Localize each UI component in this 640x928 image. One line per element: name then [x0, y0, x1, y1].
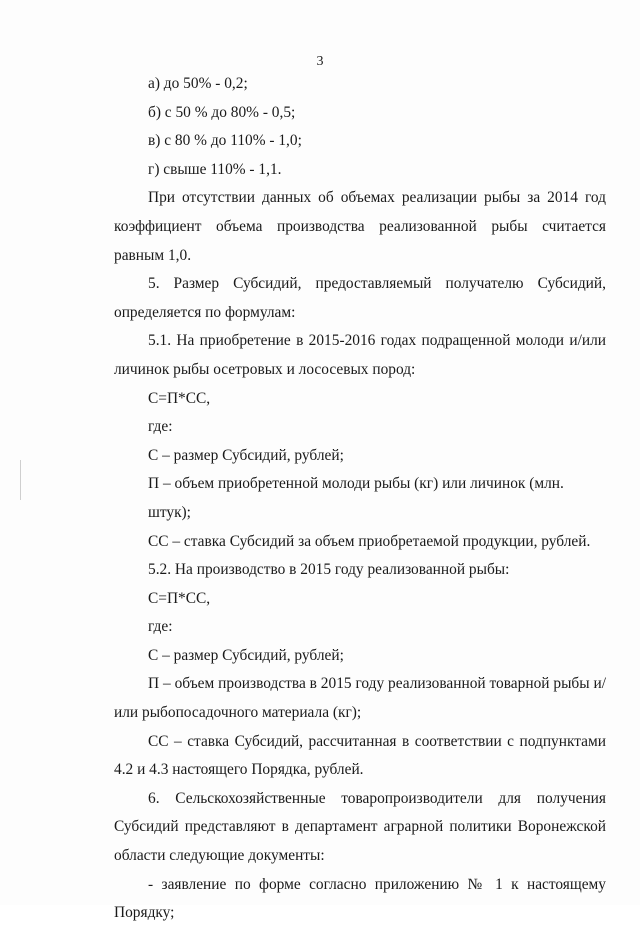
list-item-d: г) свыше 110% - 1,1.: [148, 160, 282, 178]
paragraph-section-5-2: 5.2. На производство в 2015 году реализованной рыбы:: [148, 561, 510, 579]
formula-5-1: С=П*СС,: [148, 389, 211, 407]
paragraph-section-6: 6. Сельскохозяйственные товаропроизводители для получения Субсидий представляют в департамент аграрной политики Воронежской области следующие документы:: [114, 789, 606, 865]
list-item-b: б) с 50 % до 80% - 0,5;: [148, 103, 296, 121]
paragraph-no-data-coefficient: При отсутствии данных об объемах реализации рыбы за 2014 год коэффициент объема производства реализованной рыбы считается равным 1,0.: [114, 189, 606, 264]
scan-margin-mark: [20, 460, 21, 500]
paragraph-section-5: 5. Размер Субсидий, предоставляемый получателю Субсидий, определяется по формулам:: [114, 275, 606, 321]
list-item-a: а) до 50% - 0,2;: [148, 75, 248, 92]
definition-p-5-2: П – объем производства в 2015 году реализованной товарной рыбы и/или рыбопосадочного материала (кг);: [114, 675, 606, 722]
definition-cc-5-1: СС – ставка Субсидий за объем приобретаемой продукции, рублей.: [148, 532, 591, 550]
where-label-5-1: где:: [148, 418, 173, 436]
paragraph-section-5-1: 5.1. На приобретение в 2015-2016 годах подращенной молоди и/или личинок рыбы осетровых и лососевых пород:: [114, 332, 606, 378]
list-item-c: в) с 80 % до 110% - 1,0;: [148, 132, 302, 150]
definition-cc-5-2: СС – ставка Субсидий, рассчитанная в соответствии с подпунктами 4.2 и 4.3 настоящего Порядка, рублей.: [114, 732, 606, 779]
document-body: [114, 70, 606, 928]
page-number: 3: [316, 54, 324, 69]
definition-p-5-1: П – объем приобретенной молоди рыбы (кг) или личинок (млн. штук);: [148, 475, 564, 521]
where-label-5-2: где:: [148, 618, 173, 636]
formula-5-2: С=П*СС,: [148, 589, 211, 607]
definition-c-5-1: С – размер Субсидий, рублей;: [148, 446, 344, 464]
list-item-application: - заявление по форме согласно приложению № 1 к настоящему Порядку;: [114, 875, 606, 922]
definition-c-5-2: С – размер Субсидий, рублей;: [148, 646, 344, 664]
